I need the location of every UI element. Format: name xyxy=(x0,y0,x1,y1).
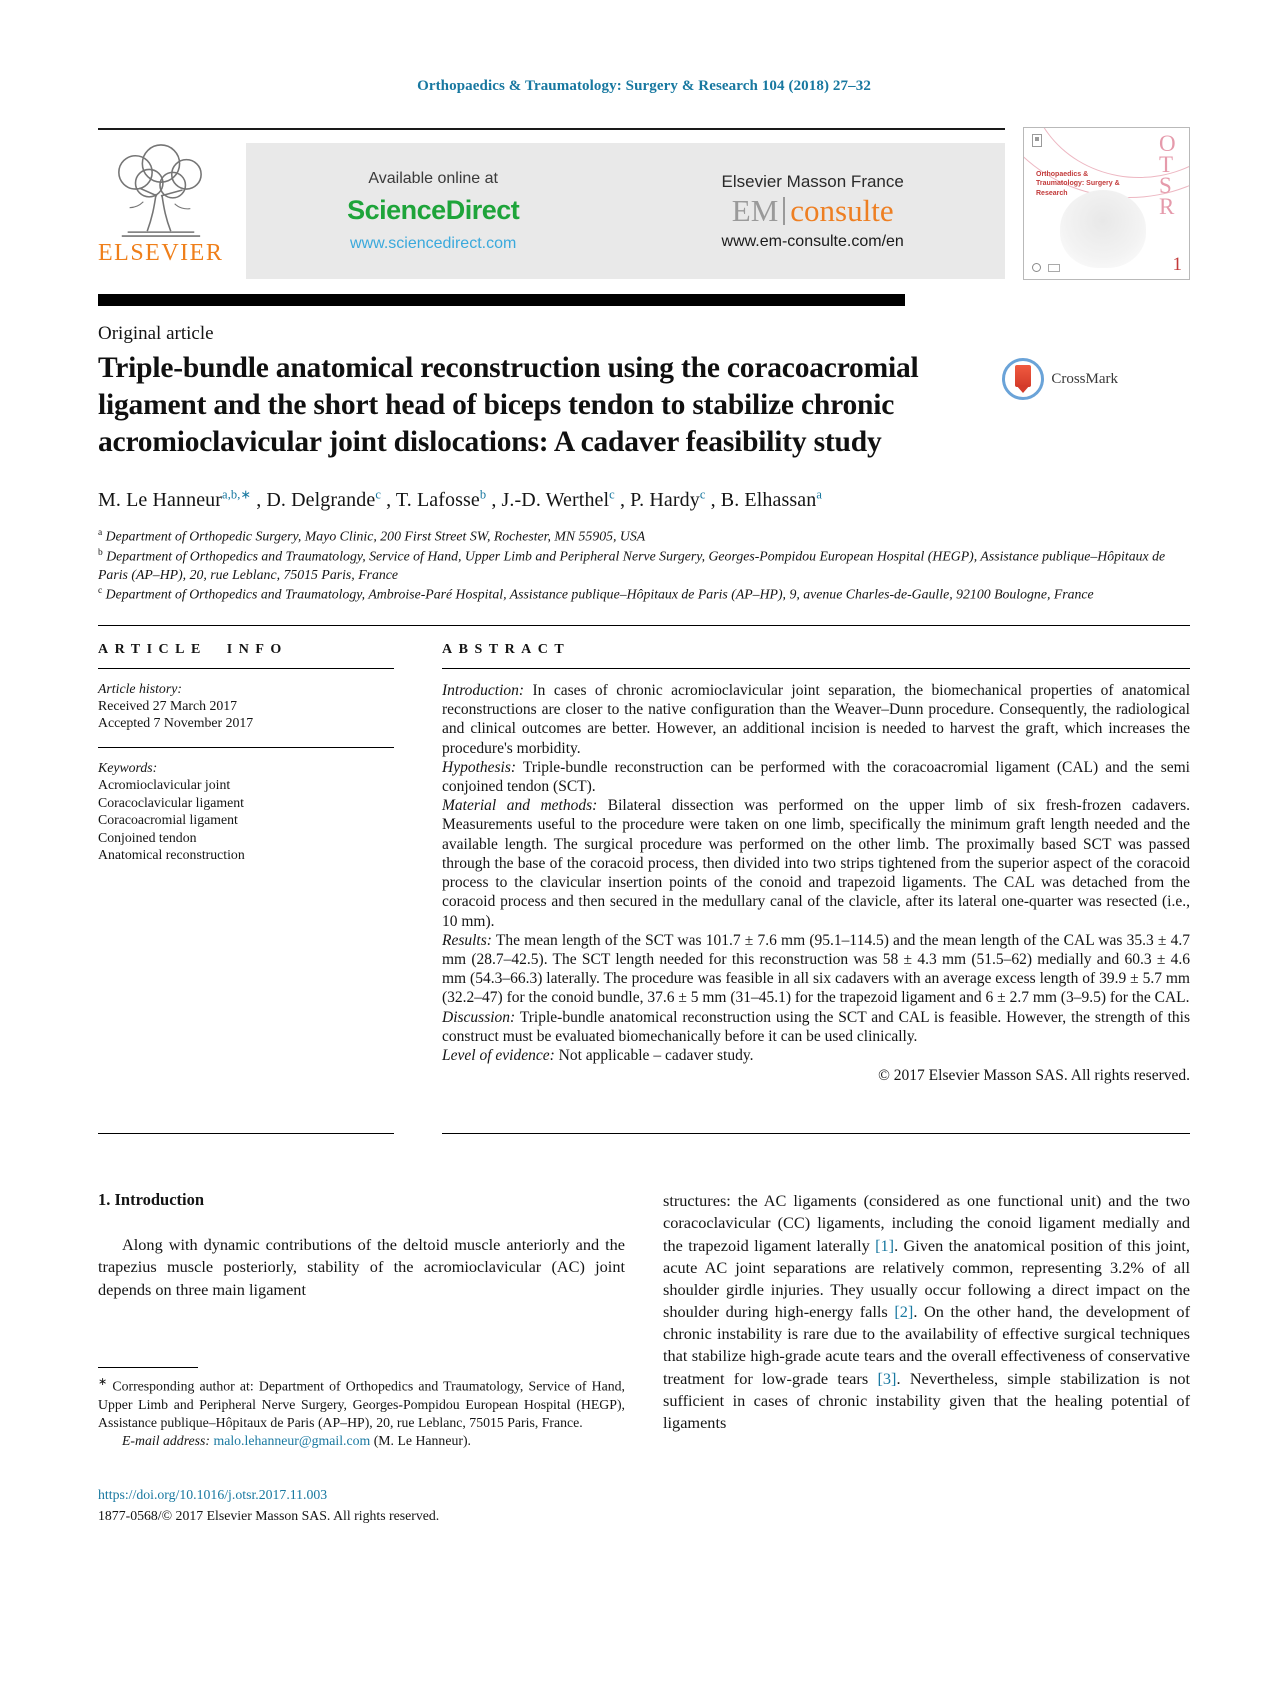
email-link[interactable]: malo.lehanneur@gmail.com xyxy=(213,1433,371,1449)
cover-publisher-mark-icon xyxy=(1032,134,1042,147)
abstract-copyright: © 2017 Elsevier Masson SAS. All rights reserved. xyxy=(878,1067,1190,1085)
author xyxy=(256,489,381,511)
em-consulte-url-link[interactable]: www.em-consulte.com/en xyxy=(721,232,904,250)
email-suffix: (M. Le Hanneur). xyxy=(373,1433,471,1449)
elsevier-masson-label: Elsevier Masson France xyxy=(721,171,904,191)
crossmark-icon xyxy=(1002,358,1044,400)
author-name: M. Le Hanneur xyxy=(98,489,223,512)
affiliation-text: Department of Orthopedic Surgery, Mayo Clinic, 200 First Street SW, Rochester, MN 55905, USA xyxy=(102,528,646,544)
abstract-paragraph xyxy=(442,796,1190,931)
abstract-paragraph-text: In cases of chronic acromioclavicular joint separation, the biomechanical properties of anatomical reconstructions are closer to the native configuration than the Weaver–Dunn procedure. Consequently, the radiological and clinical outcomes are better. However, an additional incision is needed to harvest the graft, which increases the procedure's morbidity. xyxy=(442,681,1190,757)
abstract-paragraph-text: Triple-bundle anatomical reconstruction using the SCT and CAL is feasible. However, the strength of this construct must be evaluated biomechanically before it can be used clinically. xyxy=(442,1008,1190,1045)
article-type-label: Original article xyxy=(98,323,214,344)
keywords-list xyxy=(98,776,394,864)
abstract-paragraph xyxy=(442,758,1190,796)
author xyxy=(98,489,251,511)
keyword-item: Anatomical reconstruction xyxy=(98,847,245,863)
crossmark-label: CrossMark xyxy=(1051,370,1118,387)
affiliation-marker: a xyxy=(98,528,103,539)
segment-text: . On the other hand, the development of chronic instability is rare due to the availability of effective surgical techniques that stabilize high-grade acute tears and the overall effectiveness of conservative treatment for low-grade tears xyxy=(663,1302,1190,1388)
abstract-paragraph-label: Material and methods: xyxy=(442,797,598,815)
issn-copyright-line: 1877-0568/© 2017 Elsevier Masson SAS. All rights reserved. xyxy=(98,1508,440,1524)
author xyxy=(491,489,614,511)
author-name: , P. Hardy xyxy=(619,489,700,512)
authors-line xyxy=(98,487,1190,513)
abstract-paragraph xyxy=(442,681,1190,758)
article-history-block xyxy=(98,669,394,748)
email-line xyxy=(98,1433,625,1449)
author-name: , B. Elhassan xyxy=(710,489,817,512)
citation-link[interactable]: [3] xyxy=(877,1368,897,1388)
info-abstract-section xyxy=(98,626,1190,1134)
abstract-heading: ABSTRACT xyxy=(442,626,1190,669)
title-row xyxy=(98,350,1190,461)
paragraph-segment xyxy=(875,1236,894,1255)
keywords-label: Keywords: xyxy=(98,759,158,775)
footnote-marker: ∗ xyxy=(98,1375,108,1388)
header-top-rule xyxy=(98,128,1005,130)
abstract-paragraph xyxy=(442,931,1190,1008)
email-label: E-mail address: xyxy=(122,1433,211,1449)
abstract-paragraph-text: The mean length of the SCT was 101.7 ± 7.6 mm (95.1–114.5) and the mean length of the CAL was 35.3 ± 4.7 mm (28.7–42.5). The SCT length needed for this reconstruction was 58 ± 4.3 mm (51.5–62) medially and 60.3 ± 4.6 mm (54.3–66.3) laterally. The procedure was feasible in all six cadavers with an average excess length of 39.9 ± 5.7 mm (32.2–47) for the conoid bundle, 37.6 ± 5 mm (31–45.1) for the trapezoid ligament and 6 ± 2.7 mm (3–9.5) for the CAL. xyxy=(442,931,1190,1007)
section-divider-bar xyxy=(98,294,905,306)
abstract-paragraph-text: Triple-bundle reconstruction can be performed with the coracoacromial ligament (CAL) and the semi conjoined tendon (SCT). xyxy=(442,758,1190,795)
abstract-paragraph-label: Hypothesis: xyxy=(442,758,517,776)
em-consulte-divider xyxy=(783,197,785,225)
article-history-list xyxy=(98,697,394,731)
author xyxy=(711,489,822,511)
availability-box xyxy=(246,143,1005,279)
affiliation-marker: c xyxy=(98,586,103,597)
crossmark-icon-rect xyxy=(1015,365,1031,387)
crossmark-badge[interactable] xyxy=(1002,358,1118,400)
sciencedirect-url-link[interactable]: www.sciencedirect.com xyxy=(350,234,517,252)
introduction-paragraph: Along with dynamic contributions of the deltoid muscle anteriorly and the trapezius muscle posteriorly, stability of the acromioclavicular (AC) joint depends on three main ligament xyxy=(98,1235,625,1299)
article-info-heading: ARTICLE INFO xyxy=(98,626,394,669)
segment-text: . Nevertheless, simple stabilization is not sufficient in cases of chronic instability given that the healing potential of ligaments xyxy=(663,1368,1190,1432)
abstract-paragraph xyxy=(442,1046,1190,1065)
abstract-paragraph-label: Discussion: xyxy=(442,1008,516,1026)
cover-tree-image xyxy=(1060,190,1146,268)
affiliations xyxy=(98,527,1190,604)
affiliation xyxy=(98,585,1190,604)
keyword-item: Coracoclavicular ligament xyxy=(98,794,244,810)
doi-link[interactable]: https://doi.org/10.1016/j.otsr.2017.11.003 xyxy=(98,1487,328,1503)
journal-reference: Orthopaedics & Traumatology: Surgery & Research 104 (2018) 27–32 xyxy=(417,78,871,94)
elsevier-logo xyxy=(98,143,236,279)
author-affiliation-marker: a xyxy=(816,487,822,502)
affiliation-text: Department of Orthopedics and Traumatology, Service of Hand, Upper Limb and Peripheral Nerve Surgery, Georges-Pompidou European Hospital (HEGP), Assistance publique–Hôpitaux de Paris (AP–HP), 20, rue Leblanc, 75015 Paris, France xyxy=(98,548,1166,582)
segment-text: . Given the anatomical position of this joint, acute AC joint separations are relatively common, representing 3.2% of all shoulder girdle injuries. They usually occur following a direct impact on the shoulder during high-energy falls xyxy=(663,1235,1191,1322)
em-consulte-consulte: consulte xyxy=(790,192,894,228)
abstract-paragraph-text: Not applicable – cadaver study. xyxy=(558,1047,754,1065)
introduction-paragraph-continued xyxy=(663,1190,1190,1434)
introduction-section xyxy=(98,1190,1190,1526)
author xyxy=(620,489,706,511)
footnote-rule xyxy=(98,1367,198,1368)
abstract-body xyxy=(442,669,1190,1065)
author-affiliation-marker: c xyxy=(699,487,706,502)
abstract-paragraph-label: Results: xyxy=(442,931,492,949)
em-consulte-block xyxy=(722,172,904,251)
corresponding-author-footnote xyxy=(98,1367,625,1450)
keyword-item: Conjoined tendon xyxy=(98,829,197,845)
article-history-label: Article history: xyxy=(98,680,182,696)
article-info-column xyxy=(98,626,394,1134)
abstract-paragraph-label: Introduction: xyxy=(442,681,525,699)
abstract-column xyxy=(442,626,1190,1134)
keyword-item: Coracoacromial ligament xyxy=(98,812,238,828)
sciencedirect-logo: ScienceDirect xyxy=(347,194,520,225)
elsevier-wordmark: ELSEVIER xyxy=(98,240,224,266)
sciencedirect-block xyxy=(347,170,519,253)
author xyxy=(386,489,486,511)
em-consulte-em: EM xyxy=(731,192,779,228)
citation-link[interactable]: [2] xyxy=(894,1302,914,1322)
paragraph-segment xyxy=(878,1369,897,1388)
affiliation xyxy=(98,547,1190,584)
cover-footer-mark-icon xyxy=(1048,264,1060,272)
journal-cover-thumbnail xyxy=(1023,127,1190,280)
cover-otsr-monogram: OTSR xyxy=(1159,131,1177,220)
author-name: , J.-D. Werthel xyxy=(491,489,610,512)
author-affiliation-marker: b xyxy=(479,487,487,502)
abstract-paragraph-label: Level of evidence: xyxy=(442,1047,555,1065)
article-history-item: Received 27 March 2017 xyxy=(98,698,238,714)
citation-link[interactable]: [1] xyxy=(875,1235,895,1255)
author-name: , D. Delgrande xyxy=(256,489,376,512)
author-affiliation-marker: c xyxy=(375,487,381,502)
affiliation-text: Department of Orthopedics and Traumatology, Ambroise-Paré Hospital, Assistance publique–Hôpitaux de Paris (AP–HP), 9, avenue Charles-de-Gaulle, 92100 Boulogne, France xyxy=(102,586,1094,602)
introduction-right-column xyxy=(663,1190,1190,1526)
author-affiliation-marker: c xyxy=(609,487,615,502)
footnote-body: Corresponding author at: Department of Orthopedics and Traumatology, Service of Hand, Upper Limb and Peripheral Nerve Surgery, Georges-Pompidou European Hospital (HEGP), Assistance publique–Hôpitaux de Paris (AP–HP), 20, rue Leblanc, 75015 Paris, France. xyxy=(98,1378,626,1430)
elsevier-tree-icon xyxy=(100,143,218,239)
introduction-left-column xyxy=(98,1190,625,1526)
doi-block xyxy=(98,1485,625,1526)
abstract-paragraph-text: Bilateral dissection was performed on the upper limb of six fresh-frozen cadavers. Measurements useful to the procedure were taken on one limb, specifically the minimum graft length needed and the available length. The surgical procedure was performed on the other limb. The proximally based SCT was passed through the base of the coracoid process, then divided into two strips tightened from the superior aspect of the coracoid process to the clavicular insertion points of the conoid and trapezoid ligaments. The CAL was detached from the coracoid process and then secured in the medullary canal of the clavicle, after its lateral one-quarter was resected (i.e., 10 mm). xyxy=(442,797,1190,930)
header-banner xyxy=(98,131,1190,279)
affiliation-marker: b xyxy=(98,548,103,559)
segment-text: structures: the AC ligaments (considered as one functional unit) and the two coracoclavicular (CC) ligaments, including the conoid ligament medially and the trapezoid ligament laterally xyxy=(663,1191,1190,1255)
paragraph-segment xyxy=(894,1302,913,1321)
cover-footer-mark-icon xyxy=(1032,263,1041,272)
keyword-item: Acromioclavicular joint xyxy=(98,777,231,793)
keywords-block xyxy=(98,748,394,875)
cover-journal-title: Orthopaedics & Traumatology: Surgery & Research xyxy=(1036,171,1120,197)
cover-issue-number: 1 xyxy=(1172,254,1182,275)
available-online-label: Available online at xyxy=(368,169,498,187)
page-title: Triple-bundle anatomical reconstruction using the coracoacromial ligament and the short head of biceps tendon to stabilize chronic acromioclavicular joint dislocations: A cadaver feasibility study xyxy=(98,352,919,458)
footnote-text xyxy=(98,1375,625,1433)
em-consulte-logo xyxy=(722,192,904,228)
crossmark-icon-arrow xyxy=(1016,385,1030,393)
article-history-item: Accepted 7 November 2017 xyxy=(98,715,254,731)
affiliation xyxy=(98,527,1190,546)
introduction-heading: 1. Introduction xyxy=(98,1190,205,1210)
author-affiliation-marker: a,b,∗ xyxy=(222,487,252,502)
author-name: , T. Lafosse xyxy=(386,489,480,512)
abstract-paragraph xyxy=(442,1008,1190,1046)
